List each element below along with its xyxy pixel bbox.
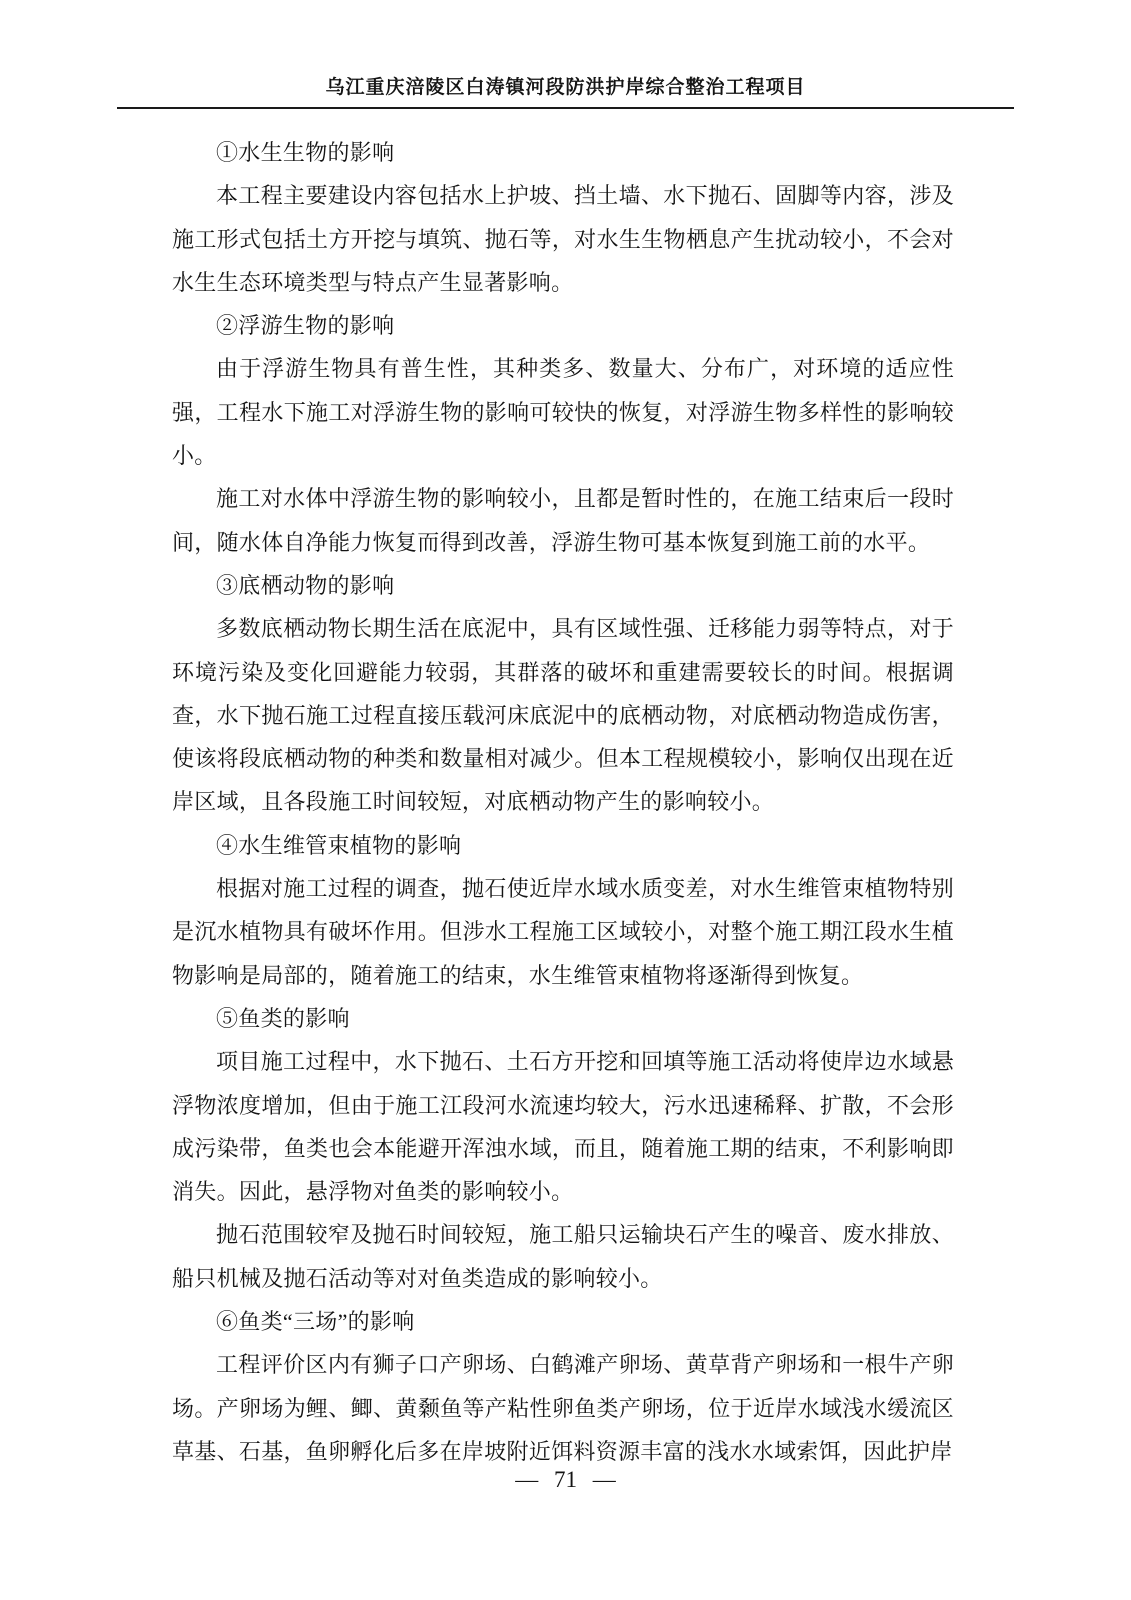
body-paragraph: 多数底栖动物长期生活在底泥中，具有区域性强、迁移能力弱等特点，对于环境污染及变化回避能力较弱，其群落的破坏和重建需要较长的时间。根据调查，水下抛石施工过程直接压载河床底泥中的底栖动物，对底栖动物造成伤害，使该将段底栖动物的种类和数量相对减少。但本工程规模较小，影响仅出现在近岸区域，且各段施工时间较短，对底栖动物产生的影响较小。 [172, 616, 954, 815]
body-paragraph: 施工对水体中浮游生物的影响较小，且都是暂时性的，在施工结束后一段时间，随水体自净能力恢复而得到改善，浮游生物可基本恢复到施工前的水平。 [172, 486, 954, 555]
page-header [117, 76, 1014, 109]
body-paragraph: 工程评价区内有狮子口产卵场、白鹤滩产卵场、黄草背产卵场和一根牛产卵场。产卵场为鲤、鲫、黄颡鱼等产粘性卵鱼类产卵场，位于近岸水域浅水缓流区草基、石基，鱼卵孵化后多在岸坡附近饵料资源丰富的浅水水域索饵，因此护岸 [172, 1352, 954, 1464]
section-heading-2: ②浮游生物的影响 [216, 313, 395, 339]
body-paragraph: 根据对施工过程的调查，抛石使近岸水域水质变差，对水生维管束植物特别是沉水植物具有破坏作用。但涉水工程施工区域较小，对整个施工期江段水生植物影响是局部的，随着施工的结束，水生维管束植物将逐渐得到恢复。 [172, 876, 954, 988]
section-heading-3: ③底栖动物的影响 [216, 572, 395, 598]
body-paragraph: 项目施工过程中，水下抛石、土石方开挖和回填等施工活动将使岸边水域悬浮物浓度增加，但由于施工江段河水流速均较大，污水迅速稀释、扩散，不会形成污染带，鱼类也会本能避开浑浊水域，而且，随着施工期的结束，不利影响即消失。因此，悬浮物对鱼类的影响较小。 [172, 1049, 954, 1205]
body-paragraph: 由于浮游生物具有普生性，其种类多、数量大、分布广，对环境的适应性强，工程水下施工对浮游生物的影响可较快的恢复，对浮游生物多样性的影响较小。 [172, 356, 954, 469]
header-title: 乌江重庆涪陵区白涛镇河段防洪护岸综合整治工程项目 [325, 77, 806, 98]
section-heading-5: ⑤鱼类的影响 [216, 1005, 350, 1031]
section-heading-1: ①水生生物的影响 [216, 140, 395, 165]
document-body [172, 131, 954, 1473]
page-number: — 71 — [515, 1467, 616, 1492]
section-heading-4: ④水生维管束植物的影响 [216, 832, 462, 858]
body-paragraph: 抛石范围较窄及抛石时间较短，施工船只运输块石产生的噪音、废水排放、船只机械及抛石活动等对对鱼类造成的影响较小。 [172, 1222, 954, 1291]
page-footer [0, 1458, 1131, 1501]
body-paragraph: 本工程主要建设内容包括水上护坡、挡土墙、水下抛石、固脚等内容，涉及施工形式包括土方开挖与填筑、抛石等，对水生生物栖息产生扰动较小，不会对水生生态环境类型与特点产生显著影响。 [172, 183, 954, 295]
section-heading-6: ⑥鱼类“三场”的影响 [216, 1309, 415, 1335]
